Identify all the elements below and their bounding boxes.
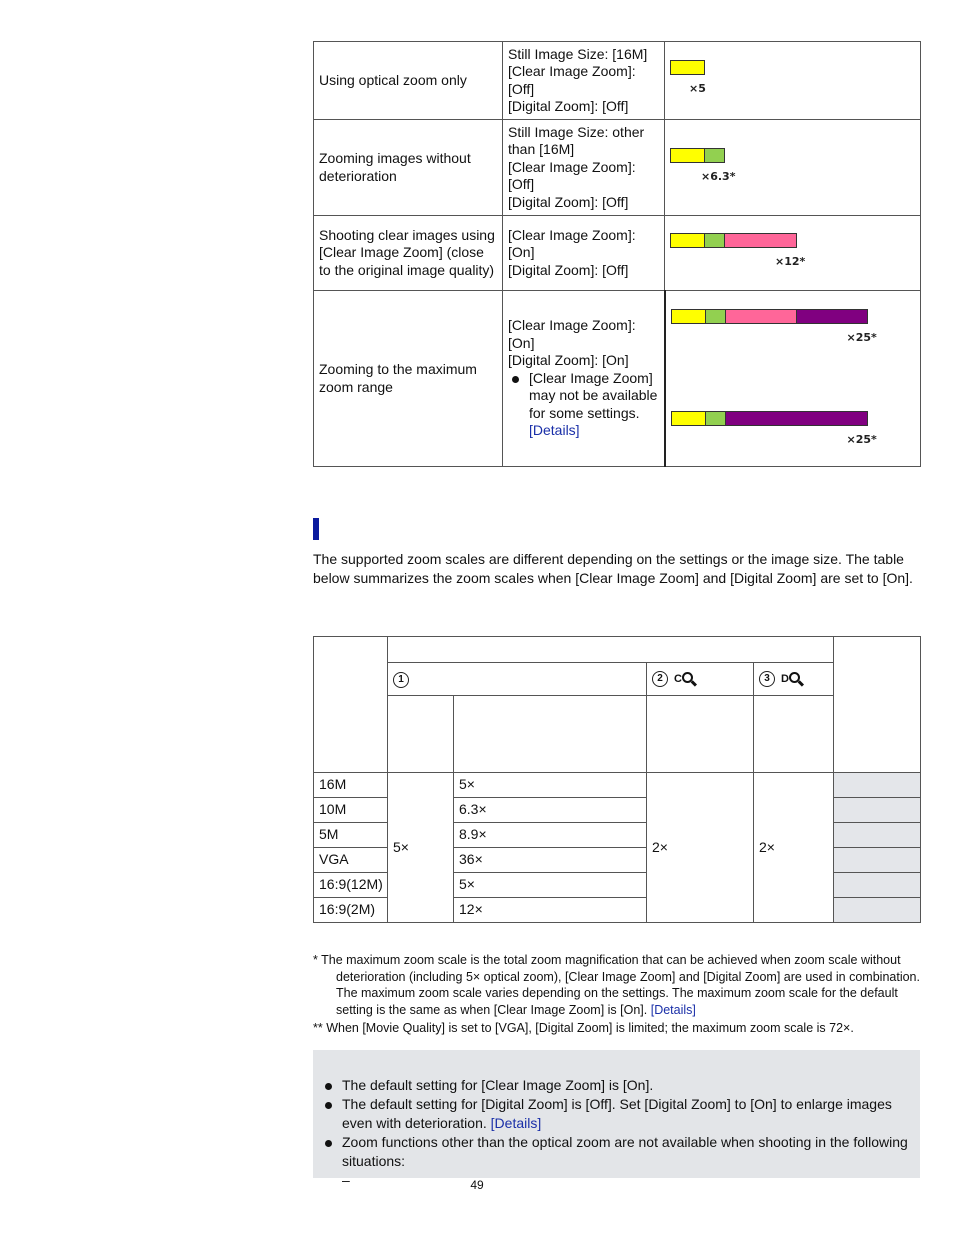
max-zoom-cell bbox=[834, 848, 921, 873]
table-header-row bbox=[314, 696, 921, 773]
no-deterioration-zoom-cell: 5× bbox=[454, 773, 647, 798]
zoom-bar-cell bbox=[665, 291, 921, 467]
list-item: Zoom functions other than the optical zoom are not available when shooting in the following situations: bbox=[321, 1133, 913, 1171]
image-size-cell: VGA bbox=[314, 848, 388, 873]
zoom-scale-table bbox=[313, 636, 921, 923]
zoom-bar-segment-clear-image-zoom bbox=[725, 309, 797, 324]
image-size-cell: 16M bbox=[314, 773, 388, 798]
sub-header-cell bbox=[754, 696, 834, 773]
zoom-bar-label: ×6.3* bbox=[701, 170, 736, 183]
sub-list-dash: – bbox=[342, 1172, 350, 1188]
sub-header-cell bbox=[388, 696, 454, 773]
image-size-cell: 10M bbox=[314, 798, 388, 823]
image-size-header bbox=[314, 637, 388, 773]
zoom-scale-header bbox=[388, 637, 834, 663]
zoom-bar-label: ×25* bbox=[846, 433, 877, 446]
magnifier-icon bbox=[682, 672, 696, 686]
table-row bbox=[314, 773, 921, 798]
max-zoom-cell bbox=[834, 823, 921, 848]
zoom-bar-segment-optical bbox=[670, 60, 705, 75]
table-row bbox=[314, 216, 921, 291]
max-zoom-cell bbox=[834, 898, 921, 923]
table-row bbox=[314, 291, 921, 467]
clear-image-zoom-icon: C bbox=[674, 672, 682, 685]
digital-zoom-cell: 2× bbox=[754, 773, 834, 923]
zoom-bar-segment-optical bbox=[671, 309, 706, 324]
zoom-bar-label: ×5 bbox=[689, 82, 706, 95]
optical-header bbox=[388, 663, 647, 696]
zoom-bar-segment-no-deterioration bbox=[704, 233, 725, 248]
mode-description: Zooming images without deterioration bbox=[314, 120, 503, 216]
zoom-bar-label: ×25* bbox=[846, 331, 877, 344]
zoom-bar-cell bbox=[665, 120, 921, 216]
max-zoom-cell bbox=[834, 873, 921, 898]
page-number: 49 bbox=[470, 1178, 484, 1192]
no-deterioration-zoom-cell: 12× bbox=[454, 898, 647, 923]
zoom-bar-segment-no-deterioration bbox=[705, 411, 726, 426]
zoom-bar-segment-no-deterioration bbox=[705, 309, 726, 324]
zoom-modes-table bbox=[313, 41, 921, 467]
zoom-bar-label: ×12* bbox=[775, 255, 806, 268]
table-header-row bbox=[314, 663, 921, 696]
mode-description: Using optical zoom only bbox=[314, 42, 503, 120]
sub-header-cell bbox=[647, 696, 754, 773]
list-item: [Clear Image Zoom] may not be available for some settings. [Details] bbox=[508, 370, 659, 440]
optical-zoom-cell: 5× bbox=[388, 773, 454, 923]
zoom-bar-cell bbox=[665, 42, 921, 120]
zoom-bar-segment-no-deterioration bbox=[704, 148, 725, 163]
footnotes bbox=[313, 952, 920, 1039]
zoom-bar-segment-clear-image-zoom bbox=[724, 233, 797, 248]
details-link[interactable]: [Details] bbox=[650, 1002, 696, 1017]
zoom-bar-segment-digital-zoom bbox=[725, 411, 868, 426]
magnifier-icon bbox=[789, 672, 803, 686]
table-header-row bbox=[314, 637, 921, 663]
table-row bbox=[314, 42, 921, 120]
clear-image-zoom-header bbox=[647, 663, 754, 696]
details-link[interactable]: [Details] bbox=[529, 422, 580, 439]
digital-zoom-header bbox=[754, 663, 834, 696]
zoom-bar-segment-digital-zoom bbox=[796, 309, 868, 324]
circled-number-1-icon: 1 bbox=[393, 672, 409, 688]
max-zoom-header bbox=[834, 637, 921, 773]
no-deterioration-zoom-cell: 36× bbox=[454, 848, 647, 873]
details-link[interactable]: [Details] bbox=[490, 1115, 542, 1131]
table-row bbox=[314, 120, 921, 216]
footnote-1: * The maximum zoom scale is the total zoom magnification that can be achieved when zoom scale without deterioration (including 5× optical zoom), [Clear Image Zoom] and [Digital Zoom] are used in combination. The maximum zoom scale varies depending on the settings. The maximum zoom scale for the default setting is the same as when [Clear Image Zoom] is [On]. [Details] bbox=[313, 953, 920, 1017]
zoom-bar-cell bbox=[665, 216, 921, 291]
note-list bbox=[321, 1076, 913, 1190]
image-size-cell: 16:9(2M) bbox=[314, 898, 388, 923]
zoom-bar-segment-optical bbox=[670, 148, 705, 163]
max-zoom-cell bbox=[834, 773, 921, 798]
section-heading-marker bbox=[313, 518, 319, 540]
clear-image-zoom-cell: 2× bbox=[647, 773, 754, 923]
zoom-bar-segment-optical bbox=[671, 411, 706, 426]
image-size-cell: 16:9(12M) bbox=[314, 873, 388, 898]
list-item: The default setting for [Clear Image Zoom] is [On]. bbox=[321, 1076, 913, 1095]
image-size-cell: 5M bbox=[314, 823, 388, 848]
mode-settings: [Clear Image Zoom]: [On] [Digital Zoom]: [Off] bbox=[503, 216, 665, 291]
mode-settings: Still Image Size: other than [16M] [Clear Image Zoom]: [Off] [Digital Zoom]: [Off] bbox=[503, 120, 665, 216]
circled-number-2-icon: 2 bbox=[652, 671, 668, 687]
no-deterioration-zoom-cell: 5× bbox=[454, 873, 647, 898]
max-zoom-cell bbox=[834, 798, 921, 823]
intro-paragraph: The supported zoom scales are different depending on the settings or the image size. The table below summarizes the zoom scales when [Clear Image Zoom] and [Digital Zoom] are set to [On]. bbox=[313, 551, 913, 586]
no-deterioration-zoom-cell: 8.9× bbox=[454, 823, 647, 848]
mode-settings: Still Image Size: [16M] [Clear Image Zoom]: [Off] [Digital Zoom]: [Off] bbox=[503, 42, 665, 120]
mode-settings: [Clear Image Zoom]: [On] [Digital Zoom]: [On] [Clear Image Zoom] may not be available for some settings. [Details] bbox=[503, 291, 665, 467]
sub-header-cell bbox=[454, 696, 647, 773]
digital-zoom-icon: D bbox=[781, 672, 789, 685]
zoom-bar-segment-optical bbox=[670, 233, 705, 248]
circled-number-3-icon: 3 bbox=[759, 671, 775, 687]
list-item: The default setting for [Digital Zoom] is [Off]. Set [Digital Zoom] to [On] to enlarge images even with deterioration. [Details] bbox=[321, 1095, 913, 1133]
no-deterioration-zoom-cell: 6.3× bbox=[454, 798, 647, 823]
mode-description: Zooming to the maximum zoom range bbox=[314, 291, 503, 467]
footnote-2: ** When [Movie Quality] is set to [VGA], [Digital Zoom] is limited; the maximum zoom scale is 72×. bbox=[313, 1021, 854, 1035]
mode-description: Shooting clear images using [Clear Image Zoom] (close to the original image quality) bbox=[314, 216, 503, 291]
settings-note-list bbox=[508, 370, 659, 440]
